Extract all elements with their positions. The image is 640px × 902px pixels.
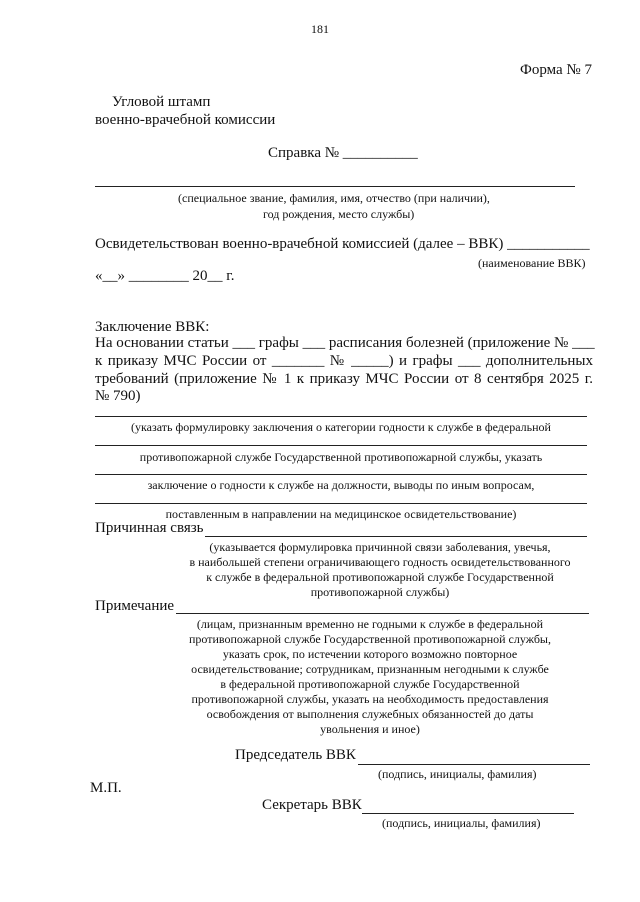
conclusion-line-3: требований (приложение № 1 к приказу МЧС России от 8 сентября 2025 г.: [95, 371, 593, 387]
note-caption-8: увольнения и иное): [320, 722, 420, 736]
conclusion-fill-line: [95, 445, 587, 446]
examined-text: Освидетельствован военно-врачебной комиссией (далее – ВВК) ___________: [95, 236, 590, 252]
conclusion-caption-1: (указать формулировку заключения о категории годности к службе в федеральной: [131, 420, 551, 434]
certificate-title: Справка № __________: [268, 145, 418, 161]
person-line: [95, 186, 575, 187]
conclusion-fill-line: [95, 503, 587, 504]
note-label: Примечание: [95, 598, 175, 614]
conclusion-caption-3: заключение о годности к службе на должности, выводы по иным вопросам,: [147, 478, 535, 492]
note-caption-3: указать срок, по истечении которого возможно повторное: [222, 647, 518, 661]
chairman-caption: (подпись, инициалы, фамилия): [378, 767, 537, 781]
note-caption-7: освобождения от выполнения служебных обязанностей до даты: [206, 707, 534, 721]
causal-caption-1: (указывается формулировка причинной связи заболевания, увечья,: [209, 540, 551, 554]
note-caption-4: освидетельствование; сотрудникам, признанным негодными к службе: [191, 662, 549, 676]
conclusion-line-1: На основании статьи ___ графы ___ расписания болезней (приложение № ___: [95, 335, 595, 351]
chairman-label: Председатель ВВК: [235, 747, 356, 763]
causal-label: Причинная связь: [95, 520, 204, 536]
conclusion-fill-line: [95, 474, 587, 475]
conclusion-caption-2: противопожарной службе Государственной противопожарной службы, указать: [139, 450, 543, 464]
stamp-line-1: Угловой штамп: [112, 94, 211, 110]
secretary-label: Секретарь ВВК: [262, 797, 362, 813]
note-caption-5: в федеральной противопожарной службе Государственной: [220, 677, 520, 691]
conclusion-heading: Заключение ВВК:: [95, 319, 210, 335]
causal-caption-2: в наибольшей степени ограничивающего годность освидетельствованного: [189, 555, 571, 569]
note-caption-1: (лицам, признанным временно не годными к службе в федеральной: [196, 617, 544, 631]
page-number: 181: [311, 22, 329, 36]
seal-mark: М.П.: [90, 780, 122, 796]
conclusion-line-2: к приказу МЧС России от _______ № _____) и графы ___ дополнительных: [95, 353, 593, 369]
examination-date: «__» ________ 20__ г.: [95, 268, 235, 284]
conclusion-line-4: № 790): [95, 388, 141, 404]
secretary-signature-line: [362, 813, 574, 814]
secretary-caption: (подпись, инициалы, фамилия): [382, 816, 541, 830]
note-fill-line: [176, 613, 589, 614]
conclusion-fill-line: [95, 416, 587, 417]
causal-fill-line: [205, 536, 587, 537]
causal-caption-4: противопожарной службы): [310, 585, 450, 599]
note-caption-2: противопожарной службе Государственной противопожарной службы,: [189, 632, 551, 646]
stamp-line-2: военно-врачебной комиссии: [95, 112, 276, 128]
person-caption-1: (специальное звание, фамилия, имя, отчество (при наличии),: [178, 191, 490, 205]
vvk-name-caption: (наименование ВВК): [478, 256, 586, 270]
chairman-signature-line: [358, 764, 590, 765]
causal-caption-3: к службе в федеральной противопожарной службе Государственной: [206, 570, 554, 584]
person-caption-2: год рождения, место службы): [263, 207, 415, 221]
form-label: Форма № 7: [520, 62, 592, 78]
conclusion-caption-4: поставленным в направлении на медицинское освидетельствование): [165, 507, 517, 521]
note-caption-6: противопожарной службы, указать на необходимость предоставления: [191, 692, 549, 706]
